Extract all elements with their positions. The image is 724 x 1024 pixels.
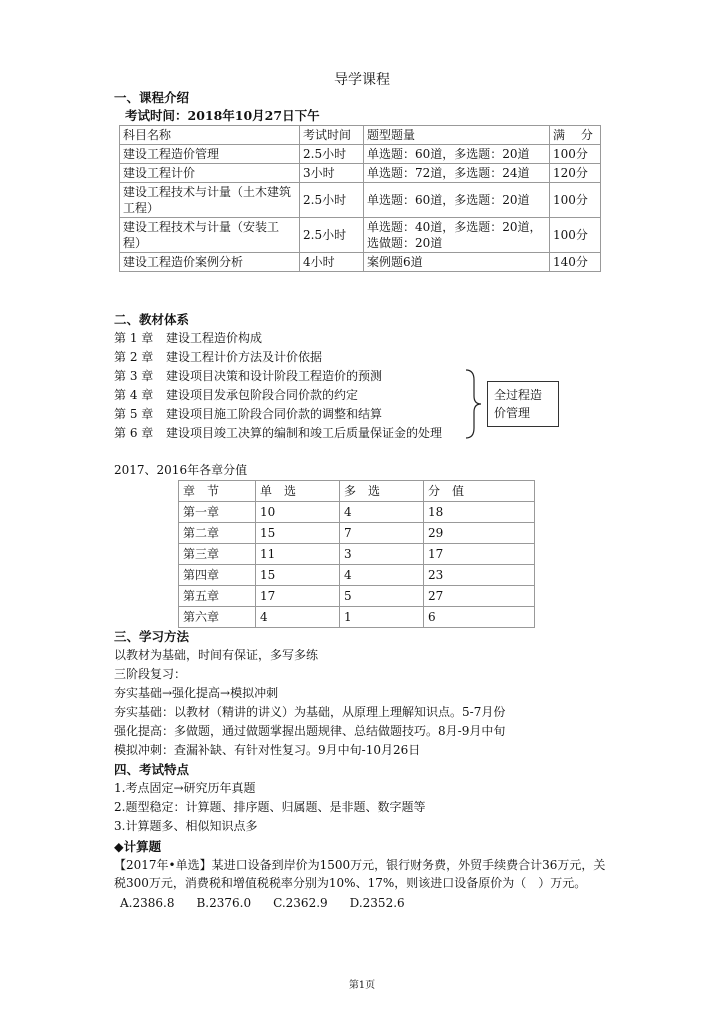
table-cell: 4 <box>340 502 424 523</box>
table-row <box>179 502 535 523</box>
list-item: 1.考点固定→研究历年真题 <box>114 781 256 795</box>
table-cell: 建设工程技术与计量（安装工程） <box>120 218 300 253</box>
table-header-row <box>120 126 601 145</box>
table-cell: 建设工程计价 <box>120 164 300 183</box>
table-cell: 第二章 <box>179 523 256 544</box>
option-c: C.2362.9 <box>273 896 328 910</box>
table-cell: 7 <box>340 523 424 544</box>
table-cell: 29 <box>424 523 535 544</box>
list-item: 2.题型稳定：计算题、排序题、归属题、是非题、数字题等 <box>114 800 426 814</box>
table-row <box>179 565 535 586</box>
chapter-title: 建设工程计价方法及计价依据 <box>166 350 323 364</box>
table-row <box>179 586 535 607</box>
list-item <box>114 424 442 443</box>
chapter-title: 建设项目施工阶段合同价款的调整和结算 <box>166 407 383 421</box>
table-row <box>179 544 535 565</box>
option-a: A.2386.8 <box>120 896 175 910</box>
exam-time: 考试时间：2018年10月27日下午 <box>125 108 320 123</box>
table-cell: 15 <box>256 565 340 586</box>
table-header-cell: 分 值 <box>424 481 535 502</box>
table-cell: 建设工程技术与计量（土木建筑工程） <box>120 183 300 218</box>
paragraph: 夯实基础：以教材（精讲的讲义）为基础，从原理上理解知识点。5-7月份 <box>114 705 506 719</box>
chapter-score-table <box>178 480 535 628</box>
chapter-number: 第 5 章 <box>114 407 154 421</box>
answer-options <box>120 895 405 911</box>
table-header-cell: 考试时间 <box>300 126 364 145</box>
table-row <box>120 183 601 218</box>
table-cell: 17 <box>256 586 340 607</box>
table-cell: 第五章 <box>179 586 256 607</box>
section-3-heading: 三、学习方法 <box>114 629 190 644</box>
table-cell: 单选题：40道，多选题：20道，选做题：20道 <box>364 218 550 253</box>
score-table-caption: 2017、2016年各章分值 <box>114 463 248 477</box>
table-row <box>120 218 601 253</box>
table-header-cell: 科目名称 <box>120 126 300 145</box>
table-header-cell: 多 选 <box>340 481 424 502</box>
table-cell: 1 <box>340 607 424 628</box>
table-row <box>120 164 601 183</box>
table-cell: 100分 <box>550 218 601 253</box>
chapter-number: 第 4 章 <box>114 388 154 402</box>
table-cell: 27 <box>424 586 535 607</box>
table-cell: 6 <box>424 607 535 628</box>
table-cell: 11 <box>256 544 340 565</box>
table-header-cell: 题型题量 <box>364 126 550 145</box>
chapter-title: 建设工程造价构成 <box>166 331 263 345</box>
study-method-text <box>114 646 505 760</box>
course-table <box>119 125 601 272</box>
right-brace-icon <box>464 368 484 440</box>
table-cell: 18 <box>424 502 535 523</box>
table-cell: 建设工程造价案例分析 <box>120 253 300 272</box>
table-cell: 15 <box>256 523 340 544</box>
table-cell: 2.5小时 <box>300 183 364 218</box>
list-item <box>114 386 442 405</box>
table-cell: 100分 <box>550 145 601 164</box>
table-cell: 第三章 <box>179 544 256 565</box>
question-line: 【2017年•单选】某进口设备到岸价为1500万元，银行财务费，外贸手续费合计36万元，关 <box>114 858 606 872</box>
section-1-heading: 一、课程介绍 <box>114 90 190 105</box>
chapter-title: 建设项目发承包阶段合同价款的约定 <box>166 388 359 402</box>
table-row <box>120 145 601 164</box>
table-cell: 4 <box>340 565 424 586</box>
chapter-title: 建设项目竣工决算的编制和竣工后质量保证金的处理 <box>166 426 443 440</box>
table-cell: 120分 <box>550 164 601 183</box>
paragraph: 三阶段复习： <box>114 667 187 681</box>
table-cell: 4小时 <box>300 253 364 272</box>
option-b: B.2376.0 <box>196 896 252 910</box>
table-cell: 第六章 <box>179 607 256 628</box>
question-text <box>114 856 605 892</box>
table-cell: 17 <box>424 544 535 565</box>
chapter-list <box>114 329 442 443</box>
table-header-cell: 章 节 <box>179 481 256 502</box>
table-cell: 3小时 <box>300 164 364 183</box>
table-cell: 4 <box>256 607 340 628</box>
paragraph: 夯实基础→强化提高→模拟冲刺 <box>114 686 279 700</box>
table-cell: 建设工程造价管理 <box>120 145 300 164</box>
table-row <box>120 253 601 272</box>
table-cell: 5 <box>340 586 424 607</box>
list-item <box>114 329 442 348</box>
table-cell: 23 <box>424 565 535 586</box>
exam-features <box>114 779 425 836</box>
table-cell: 2.5小时 <box>300 218 364 253</box>
table-cell: 100分 <box>550 183 601 218</box>
table-header-cell: 满 分 <box>550 126 601 145</box>
list-item <box>114 405 442 424</box>
paragraph: 强化提高：多做题，通过做题掌握出题规律、总结做题技巧。8月-9月中旬 <box>114 724 506 738</box>
section-2-heading: 二、教材体系 <box>114 312 190 327</box>
page-title: 导学课程 <box>334 72 390 88</box>
table-cell: 第四章 <box>179 565 256 586</box>
table-cell: 单选题：72道，多选题：24道 <box>364 164 550 183</box>
section-4-heading: 四、考试特点 <box>114 762 190 777</box>
question-line: 税300万元，消费税和增值税税率分别为10%、17%，则该进口设备原价为（ ）万元。 <box>114 876 587 890</box>
paragraph: 模拟冲刺：查漏补缺、有针对性复习。9月中旬-10月26日 <box>114 743 421 757</box>
table-row <box>179 607 535 628</box>
list-item <box>114 367 442 386</box>
chapter-number: 第 3 章 <box>114 369 154 383</box>
table-cell: 单选题：60道，多选题：20道 <box>364 183 550 218</box>
table-cell: 140分 <box>550 253 601 272</box>
chapter-title: 建设项目决策和设计阶段工程造价的预测 <box>166 369 383 383</box>
table-cell: 单选题：60道，多选题：20道 <box>364 145 550 164</box>
lifecycle-cost-box: 全过程造价管理 <box>487 381 559 427</box>
table-cell: 2.5小时 <box>300 145 364 164</box>
chapter-number: 第 1 章 <box>114 331 154 345</box>
table-header-cell: 单 选 <box>256 481 340 502</box>
list-item: 3.计算题多、相似知识点多 <box>114 819 258 833</box>
option-d: D.2352.6 <box>349 896 405 910</box>
list-item <box>114 348 442 367</box>
page-number: 第1页 <box>348 980 376 991</box>
table-row <box>179 523 535 544</box>
paragraph: 以教材为基础，时间有保证，多写多练 <box>114 648 319 662</box>
table-cell: 3 <box>340 544 424 565</box>
table-cell: 第一章 <box>179 502 256 523</box>
table-cell: 10 <box>256 502 340 523</box>
chapter-number: 第 6 章 <box>114 426 154 440</box>
table-header-row <box>179 481 535 502</box>
calc-subheading: ◆计算题 <box>114 839 162 854</box>
table-cell: 案例题6道 <box>364 253 550 272</box>
chapter-number: 第 2 章 <box>114 350 154 364</box>
